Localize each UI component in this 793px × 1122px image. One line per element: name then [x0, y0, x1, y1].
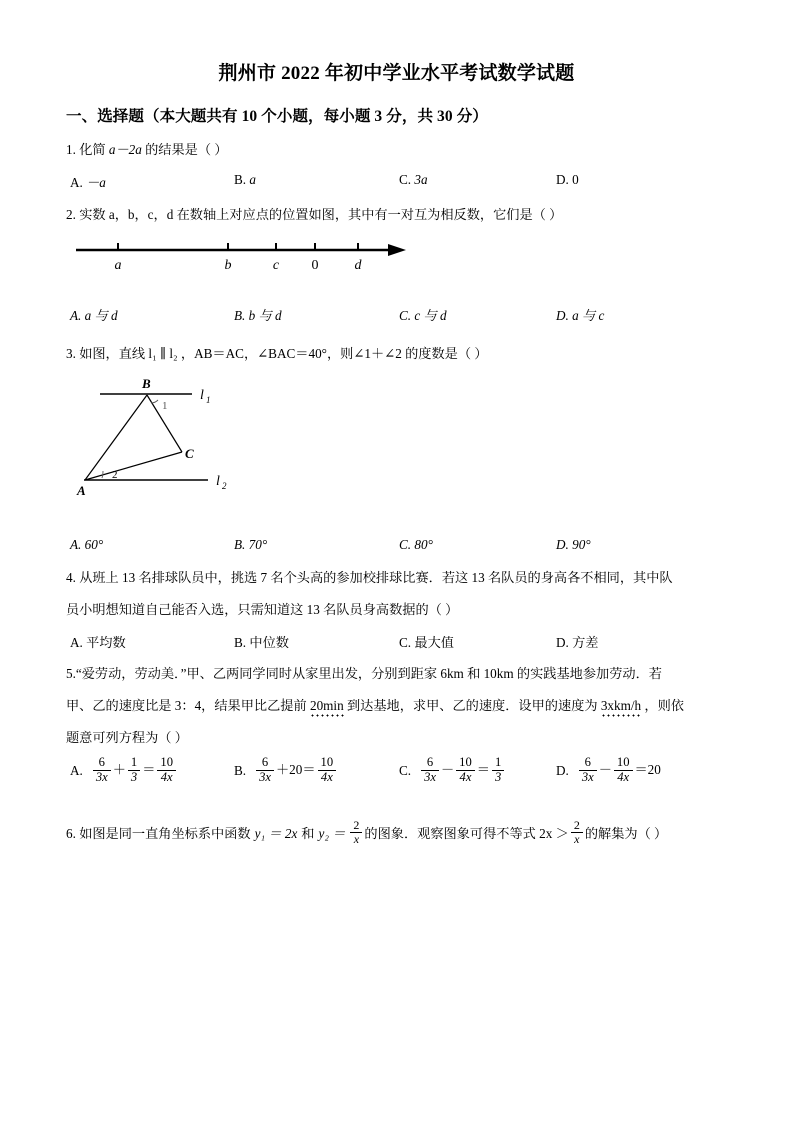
q1-option-a[interactable]: [70, 172, 106, 191]
q6-stem-part-a: 6. 如图是同一直角坐标系中函数: [66, 825, 251, 841]
page-title: 荆州市 2022 年初中学业水平考试数学试题: [218, 63, 575, 84]
fraction-denominator: 4x: [157, 770, 176, 785]
q2-option-a-label: A.: [70, 308, 82, 323]
question-2-options: [0, 305, 793, 327]
q5-option-b-equation: [254, 757, 338, 785]
q6-stem-part-b: 的图象．观察图象可得不等式 2x ＞: [364, 825, 569, 841]
equation-operator: ＝: [142, 762, 156, 778]
question-4-stem-line-1: 4. 从班上 13 名排球队员中，挑选 7 名个头高的参加校排球比赛．若这 13 名队员的身高各不相同，其中队: [66, 570, 673, 585]
equation-operator: ＋: [112, 762, 126, 778]
question-3-options: [0, 537, 793, 559]
q1-stem-suffix: 的结果是（ ）: [145, 142, 228, 157]
q1-option-a-text: －a: [86, 175, 106, 190]
fraction: [318, 756, 337, 784]
q3-option-c[interactable]: [399, 537, 433, 553]
q6-ineq-numerator: 2: [573, 818, 580, 833]
question-5-stem-line-3: 题意可列方程为（ ）: [66, 730, 188, 745]
figure-label-A: A: [77, 483, 86, 497]
section-heading: 一、选择题（本大题共有 10 个小题，每小题 3 分，共 30 分）: [66, 108, 488, 125]
equation-operator: ＝20: [634, 762, 661, 778]
q6-function-y1: y₁ ＝ 2x: [254, 825, 298, 841]
q1-option-d-label: D.: [556, 172, 569, 187]
q1-option-c-text: 3a: [414, 172, 428, 187]
q5-stem-part-c: ，则依: [644, 698, 684, 713]
q5-option-a-label: A.: [70, 763, 83, 779]
number-line-tick-label-c: c: [272, 258, 280, 273]
fraction-numerator: 6: [261, 755, 269, 770]
q6-y2-numerator: 2: [353, 818, 360, 833]
fraction: [256, 756, 274, 784]
q3-option-c-text: 80°: [414, 537, 433, 552]
q5-option-b-label: B.: [234, 763, 247, 779]
fraction-denominator: 3: [128, 770, 140, 785]
q5-stem-part-a: 甲、乙的速度比是 3：4，结果甲比乙提前: [66, 698, 307, 713]
q4-option-b-text: 中位数: [249, 635, 289, 650]
question-3-stem: 3. 如图，直线 l₁ ∥ l₂ ，AB＝AC，∠BAC＝40°，则∠1＋∠2 的度数是（ ）: [66, 346, 488, 361]
q6-stem-conjunction: 和: [301, 825, 315, 841]
number-line-tick-label-a: a: [114, 258, 122, 273]
q2-option-d[interactable]: [556, 305, 604, 324]
q5-option-c[interactable]: [399, 757, 506, 785]
q6-y2-denominator: x: [350, 832, 362, 846]
fraction: [456, 756, 475, 784]
q3-option-a-label: A.: [70, 537, 82, 552]
fraction-denominator: 4x: [318, 770, 337, 785]
q3-option-a[interactable]: [70, 537, 103, 553]
figure-angle-1-label: 1: [162, 400, 168, 412]
q6-function-y2-fraction: [350, 819, 362, 846]
fraction-numerator: 10: [459, 755, 472, 770]
q5-stem-emphasis-speed: 3xkm/h: [600, 698, 642, 713]
q5-option-c-equation: [419, 757, 506, 785]
equation-operator: ＋20＝: [275, 762, 316, 778]
q3-option-d[interactable]: [556, 537, 591, 553]
number-line-tick-label-b: b: [224, 258, 232, 273]
question-5-options: [0, 757, 793, 801]
q4-option-b[interactable]: [234, 632, 289, 651]
fraction-numerator: 6: [98, 755, 105, 770]
q2-option-c[interactable]: [399, 305, 447, 324]
q4-option-c[interactable]: [399, 632, 454, 651]
q6-inequality-fraction: [571, 819, 583, 846]
fraction-numerator: 10: [616, 755, 630, 770]
fraction-denominator: 3: [492, 770, 504, 785]
fraction: [614, 756, 633, 784]
q1-option-b-text: a: [249, 172, 256, 187]
fraction-numerator: 6: [426, 755, 434, 770]
q4-option-a[interactable]: [70, 632, 126, 651]
question-5-stem-line-1: 5.“爱劳动，劳动美．”甲、乙两同学同时从家里出发，分别到距家 6km 和 10km 的实践基地参加劳动．若: [66, 666, 662, 681]
fraction: [492, 756, 504, 784]
q3-option-a-text: 60°: [84, 537, 104, 552]
q3-option-b-label: B.: [234, 537, 246, 552]
figure-label-l2-subscript: 2: [222, 481, 227, 491]
q4-option-a-label: A.: [70, 635, 83, 650]
fraction-denominator: 3x: [93, 770, 111, 785]
q3-option-b[interactable]: [234, 537, 267, 553]
fraction-denominator: 4x: [614, 770, 633, 785]
q5-stem-emphasis-20min: 20min: [309, 698, 344, 713]
fraction: [157, 756, 176, 784]
q2-option-b-label: B.: [234, 308, 246, 323]
figure-label-l2: l: [216, 474, 220, 489]
question-6-stem: [66, 820, 667, 847]
number-line-figure: [70, 236, 410, 274]
figure-label-C: C: [185, 446, 194, 461]
q3-option-b-text: 70°: [248, 537, 268, 552]
q2-option-b-text: b 与 d: [248, 308, 282, 323]
fraction: [93, 756, 111, 784]
number-line-tick-label-zero: 0: [311, 258, 319, 273]
parallel-lines-triangle-figure: [72, 372, 262, 497]
fraction: [128, 756, 140, 784]
q2-option-a-text: a 与 d: [84, 308, 118, 323]
q2-option-b[interactable]: [234, 305, 282, 324]
q4-option-d-label: D.: [556, 635, 569, 650]
question-4-options: [0, 632, 793, 654]
figure-label-l1: l: [200, 388, 204, 403]
q5-option-c-label: C.: [399, 763, 412, 779]
q3-option-c-label: C.: [399, 537, 412, 552]
q2-option-a[interactable]: [70, 305, 118, 324]
q2-option-c-text: c 与 d: [414, 308, 447, 323]
q5-option-d-equation: [577, 757, 661, 785]
equation-operator: ＝: [476, 762, 490, 778]
q1-option-b[interactable]: [234, 172, 256, 188]
fraction-denominator: 3x: [256, 770, 274, 785]
fraction-numerator: 1: [494, 755, 502, 770]
q5-stem-part-b: 到达基地，求甲、乙的速度．设甲的速度为: [346, 698, 598, 713]
q1-option-a-label: A.: [70, 175, 83, 190]
number-line-tick-label-d: d: [354, 258, 362, 273]
fraction-numerator: 6: [584, 755, 591, 770]
figure-label-B: B: [142, 376, 151, 391]
q1-stem-prefix: 1. 化简: [66, 142, 106, 157]
question-4-stem-line-2: 员小明想知道自己能否入选，只需知道这 13 名队员身高数据的（ ）: [66, 602, 459, 617]
question-1-options: [0, 172, 793, 194]
q1-stem-expression: a－2a: [108, 142, 142, 157]
q4-option-c-text: 最大值: [414, 635, 454, 650]
q1-option-c[interactable]: [399, 172, 428, 188]
q6-function-y2-lead: y₂ ＝: [318, 825, 346, 841]
q5-option-a-equation: [91, 757, 178, 785]
q5-option-d-label: D.: [556, 763, 569, 779]
fraction-denominator: 3x: [579, 770, 597, 785]
equation-operator: －: [440, 762, 455, 778]
q1-option-d-text: 0: [572, 172, 579, 187]
fraction-numerator: 10: [320, 755, 334, 770]
question-2-stem: 2. 实数 a，b，c，d 在数轴上对应点的位置如图，其中有一对互为相反数，它们是（ ）: [66, 207, 563, 222]
fraction-denominator: 3x: [421, 770, 439, 785]
q4-option-b-label: B.: [234, 635, 247, 650]
question-5-stem-line-2: [66, 696, 684, 715]
q3-option-d-label: D.: [556, 537, 569, 552]
q6-stem-part-c: 的解集为（ ）: [584, 825, 668, 841]
q4-option-d[interactable]: [556, 632, 599, 651]
q4-option-a-text: 平均数: [86, 635, 126, 650]
q3-option-d-text: 90°: [572, 537, 591, 552]
q4-option-d-text: 方差: [572, 635, 599, 650]
fraction-numerator: 1: [130, 755, 138, 770]
q1-option-b-label: B.: [234, 172, 247, 187]
q4-option-c-label: C.: [399, 635, 412, 650]
q5-option-a[interactable]: [70, 757, 178, 785]
q5-option-b[interactable]: [234, 757, 338, 785]
figure-angle-2-label: 2: [112, 469, 118, 481]
q2-option-c-label: C.: [399, 308, 412, 323]
question-1-stem: [66, 140, 228, 159]
q1-option-d[interactable]: [556, 172, 579, 188]
fraction: [579, 756, 597, 784]
q6-ineq-denominator: x: [571, 832, 583, 846]
equation-operator: －: [598, 762, 612, 778]
q1-option-c-label: C.: [399, 172, 412, 187]
q2-option-d-label: D.: [556, 308, 569, 323]
q5-option-d[interactable]: [556, 757, 661, 785]
fraction: [421, 756, 439, 784]
fraction-numerator: 10: [160, 755, 173, 770]
figure-label-l1-subscript: 1: [206, 395, 211, 405]
q2-option-d-text: a 与 c: [572, 308, 605, 323]
fraction-denominator: 4x: [456, 770, 475, 785]
